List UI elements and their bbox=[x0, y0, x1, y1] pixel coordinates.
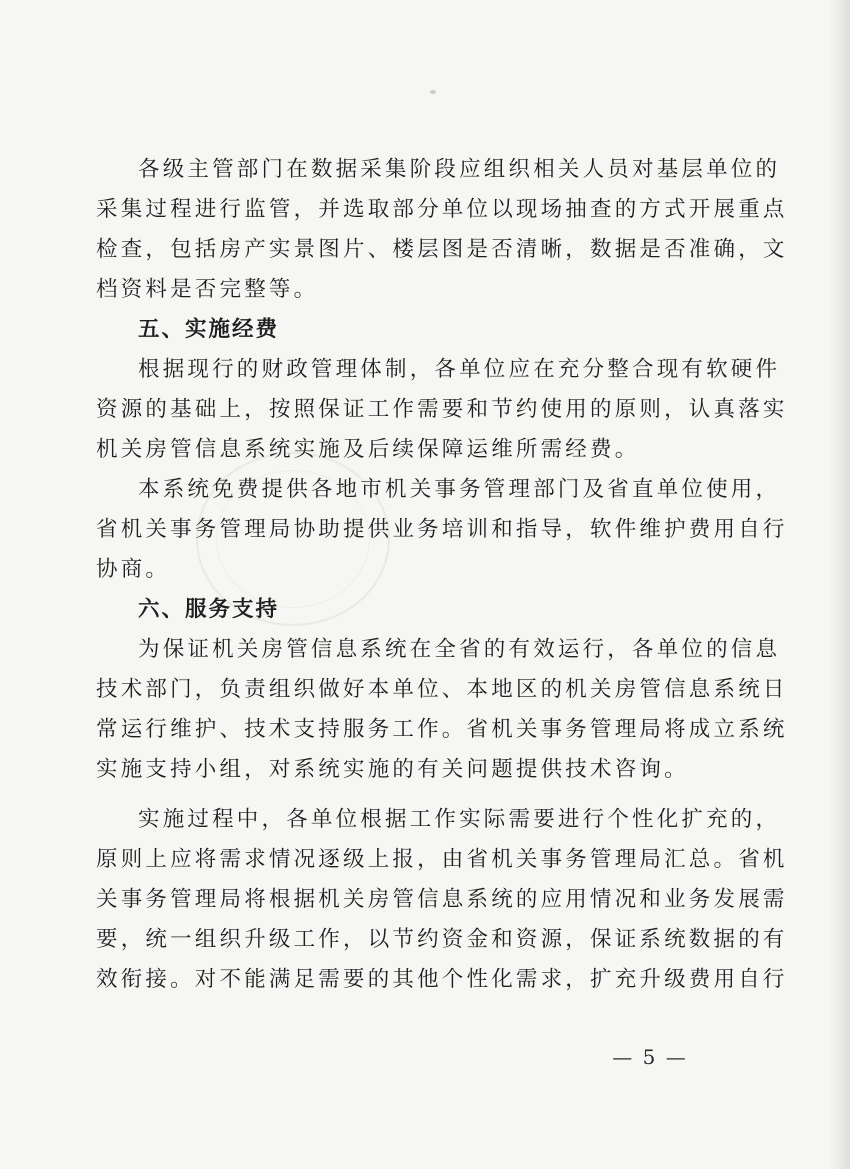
section-heading: 五、实施经费 bbox=[138, 317, 280, 342]
paragraph-line: 资源的基础上，按照保证工作需要和节约使用的原则，认真落实 bbox=[96, 397, 788, 422]
scan-edge-shadow bbox=[828, 0, 850, 1169]
paragraph-line: 实施支持小组，对系统实施的有关问题提供技术咨询。 bbox=[96, 757, 689, 782]
paragraph-line: 常运行维护、技术支持服务工作。省机关事务管理局将成立系统 bbox=[96, 717, 788, 742]
page-number: — 5 — bbox=[612, 1045, 688, 1069]
paragraph-line: 采集过程进行监管，并选取部分单位以现场抽查的方式开展重点 bbox=[96, 197, 788, 222]
paragraph-line: 关事务管理局将根据机关房管信息系统的应用情况和业务发展需 bbox=[96, 887, 788, 912]
paragraph-line: 根据现行的财政管理体制，各单位应在充分整合现有软硬件 bbox=[138, 357, 781, 382]
paragraph-line: 检查，包括房产实景图片、楼层图是否清晰，数据是否准确，文 bbox=[96, 237, 788, 262]
section-heading: 六、服务支持 bbox=[138, 597, 280, 622]
paragraph-line: 本系统免费提供各地市机关事务管理部门及省直单位使用， bbox=[138, 477, 781, 502]
scan-speck bbox=[430, 90, 436, 94]
paragraph-line: 协商。 bbox=[96, 557, 171, 582]
paragraph-line: 档资料是否完整等。 bbox=[96, 277, 319, 302]
paragraph-line: 机关房管信息系统实施及后续保障运维所需经费。 bbox=[96, 437, 640, 462]
paragraph-line: 各级主管部门在数据采集阶段应组织相关人员对基层单位的 bbox=[138, 157, 781, 182]
paragraph-line: 效衔接。对不能满足需要的其他个性化需求，扩充升级费用自行 bbox=[96, 967, 788, 992]
paragraph-line: 技术部门，负责组织做好本单位、本地区的机关房管信息系统日 bbox=[96, 677, 788, 702]
paragraph-line: 为保证机关房管信息系统在全省的有效运行，各单位的信息 bbox=[138, 637, 781, 662]
paragraph-line: 原则上应将需求情况逐级上报，由省机关事务管理局汇总。省机 bbox=[96, 847, 788, 872]
paragraph-line: 实施过程中，各单位根据工作实际需要进行个性化扩充的， bbox=[138, 807, 781, 832]
paragraph-line: 省机关事务管理局协助提供业务培训和指导，软件维护费用自行 bbox=[96, 517, 788, 542]
paragraph-line: 要，统一组织升级工作，以节约资金和资源，保证系统数据的有 bbox=[96, 927, 788, 952]
